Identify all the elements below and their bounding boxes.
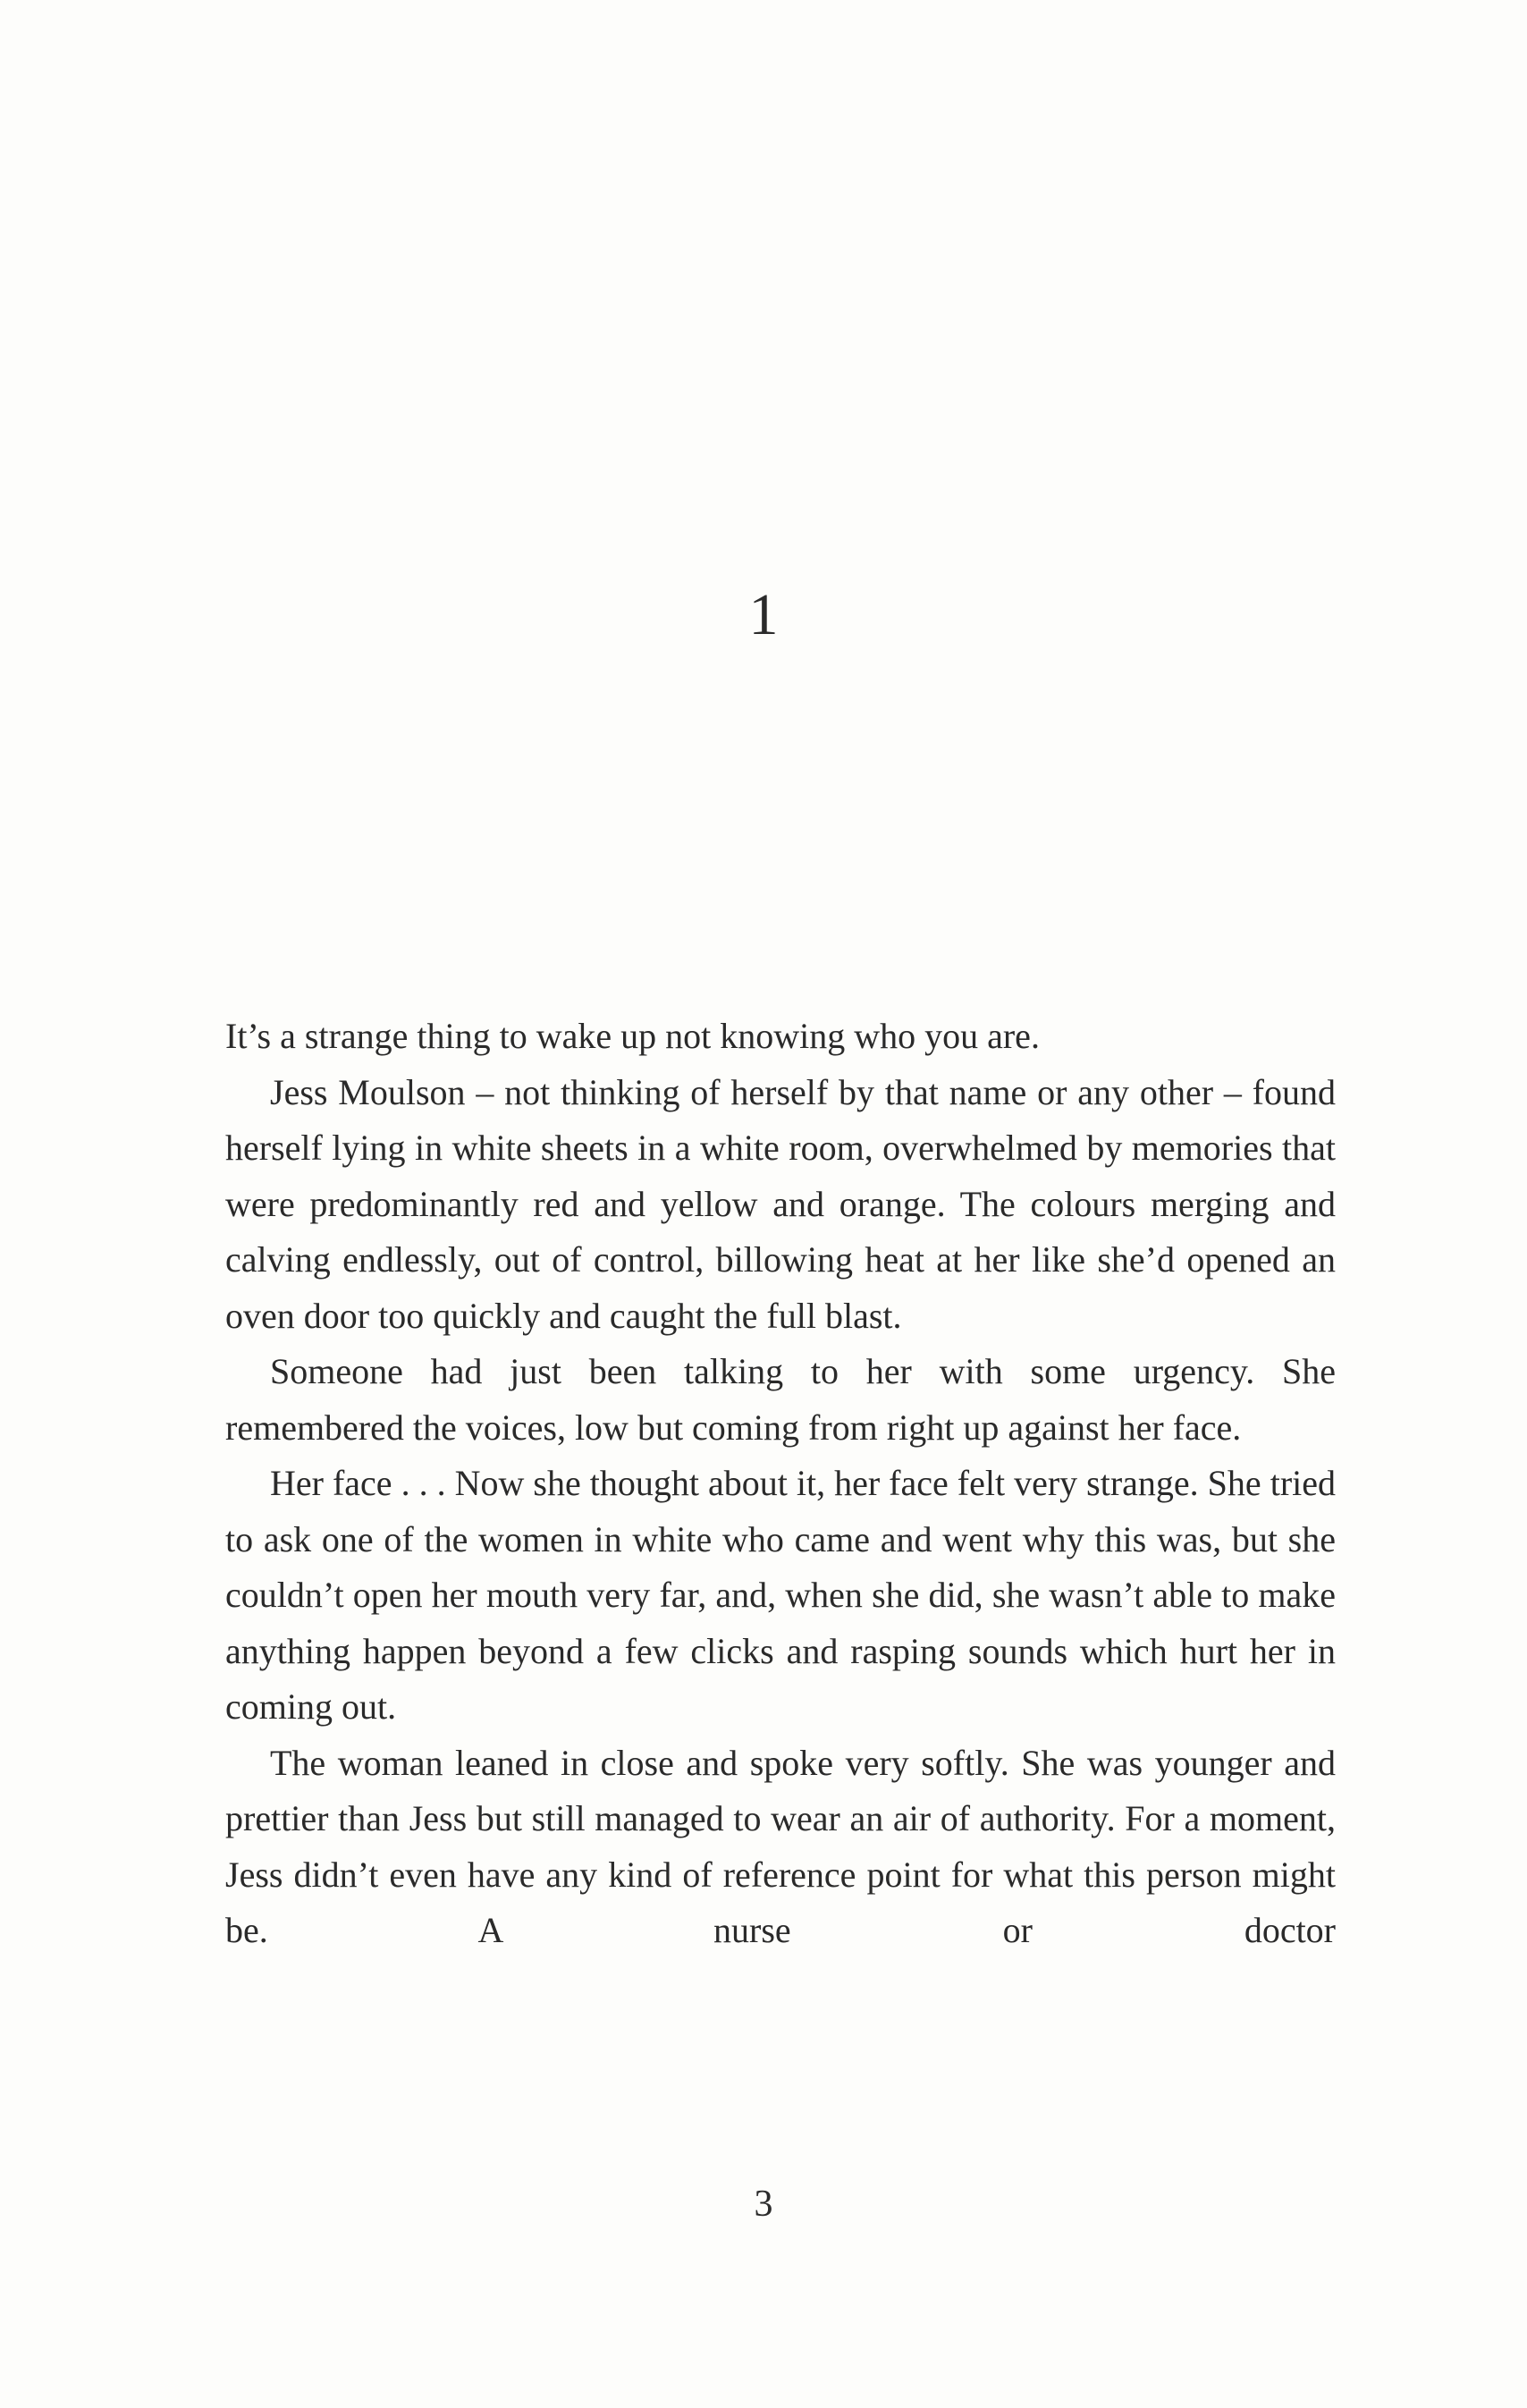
paragraph: Jess Moulson – not thinking of herself by that name or any other – found herself lying in white sheets in a white room, overwhelmed by memories that were predominantly red and yellow and orange. The colours merging and calving endlessly, out of control, billowing heat at her like she’d opened an oven door too quickly and caught the full blast. — [225, 1071, 1336, 1336]
paragraph: The woman leaned in close and spoke very softly. She was younger and prettier than Jess but still managed to wear an air of authority. For a moment, Jess didn’t even have any kind of reference point for what this person might be. A nurse or doctor — [225, 1742, 1336, 1950]
paragraph: Her face . . . Now she thought about it, her face felt very strange. She tried to ask one of the women in white who came and went why this was, but she couldn’t open her mouth very far, and, when she did, she wasn’t able to make anything happen beyond a few clicks and rasping sounds which hurt her in coming out. — [225, 1463, 1336, 1727]
paragraph: Someone had just been talking to her with some urgency. She remembered the voices, low but coming from right up against her face. — [225, 1351, 1336, 1448]
body-text — [225, 1009, 1336, 1959]
paragraph: It’s a strange thing to wake up not knowing who you are. — [225, 1016, 1040, 1056]
page-number: 3 — [754, 2184, 773, 2225]
chapter-number: 1 — [748, 582, 779, 647]
